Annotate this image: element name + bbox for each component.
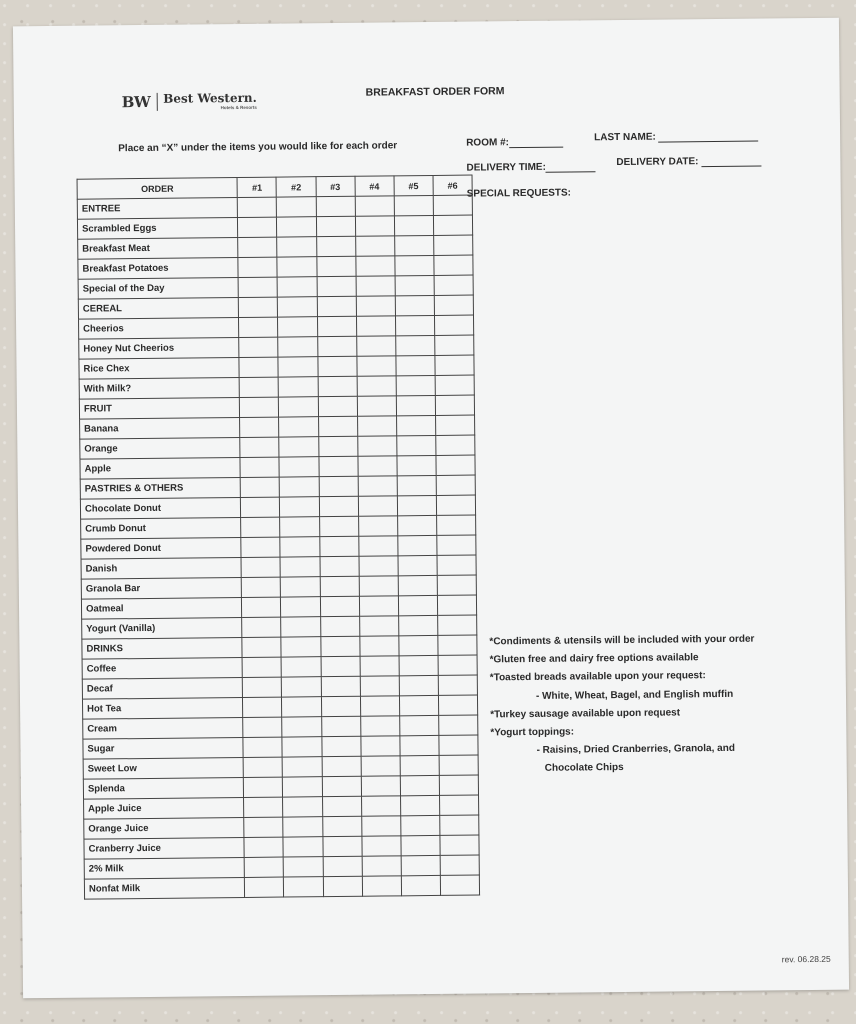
order-2-checkbox-cell[interactable]: [280, 497, 319, 517]
order-2-checkbox-cell[interactable]: [283, 777, 322, 797]
order-6-checkbox-cell[interactable]: [436, 495, 475, 515]
order-6-checkbox-cell[interactable]: [435, 395, 474, 415]
order-3-checkbox-cell[interactable]: [316, 216, 355, 236]
row-item-label: Scrambled Eggs: [77, 218, 238, 240]
order-1-checkbox-cell[interactable]: [244, 837, 283, 857]
order-4-checkbox-cell[interactable]: [359, 576, 398, 596]
logo-mark: BW: [121, 93, 151, 112]
order-2-checkbox-cell[interactable]: [279, 377, 318, 397]
order-2-checkbox-cell[interactable]: [278, 357, 317, 377]
last-name-field[interactable]: [594, 131, 759, 144]
order-6-checkbox-cell[interactable]: [435, 335, 474, 355]
order-4-checkbox-cell[interactable]: [359, 596, 398, 616]
row-item-label: Cheerios: [79, 318, 240, 340]
row-item-label: 2% Milk: [84, 857, 245, 879]
delivery-time-line: [546, 161, 596, 173]
order-4-checkbox-cell[interactable]: [356, 336, 395, 356]
order-4-checkbox-cell[interactable]: [357, 396, 396, 416]
row-item-label: Yogurt (Vanilla): [82, 617, 243, 639]
order-1-checkbox-cell[interactable]: [240, 437, 279, 457]
order-2-checkbox-cell[interactable]: [284, 877, 323, 897]
logo-tagline: Hotels & Resorts: [220, 104, 257, 111]
order-1-checkbox-cell[interactable]: [238, 257, 277, 277]
order-4-checkbox-cell[interactable]: [356, 256, 395, 276]
order-3-checkbox-cell[interactable]: [322, 796, 361, 816]
special-requests-field[interactable]: [467, 188, 571, 200]
row-item-label: Special of the Day: [78, 278, 239, 300]
order-5-checkbox-cell[interactable]: [398, 615, 437, 635]
row-item-label: Hot Tea: [82, 697, 243, 719]
order-6-checkbox-cell[interactable]: [437, 595, 476, 615]
order-4-checkbox-cell[interactable]: [361, 776, 400, 796]
order-6-checkbox-cell[interactable]: [436, 455, 475, 475]
order-2-checkbox-cell[interactable]: [277, 217, 316, 237]
order-3-checkbox-cell[interactable]: [316, 196, 355, 216]
order-3-checkbox-cell[interactable]: [320, 616, 359, 636]
order-5-checkbox-cell[interactable]: [400, 775, 439, 795]
order-5-checkbox-cell[interactable]: [395, 315, 434, 335]
order-4-checkbox-cell[interactable]: [361, 796, 400, 816]
order-4-checkbox-cell[interactable]: [359, 616, 398, 636]
order-4-checkbox-cell[interactable]: [355, 216, 394, 236]
order-1-checkbox-cell[interactable]: [245, 877, 284, 897]
order-1-checkbox-cell[interactable]: [238, 197, 277, 217]
order-3-checkbox-cell[interactable]: [320, 596, 359, 616]
order-6-checkbox-cell[interactable]: [439, 775, 478, 795]
order-3-checkbox-cell[interactable]: [320, 556, 359, 576]
order-5-checkbox-cell[interactable]: [397, 455, 436, 475]
order-5-checkbox-cell[interactable]: [400, 735, 439, 755]
order-5-checkbox-cell[interactable]: [400, 795, 439, 815]
order-6-checkbox-cell[interactable]: [434, 315, 473, 335]
order-3-checkbox-cell[interactable]: [319, 536, 358, 556]
row-item-label: Sweet Low: [83, 757, 244, 779]
order-2-checkbox-cell[interactable]: [282, 677, 321, 697]
order-6-checkbox-cell[interactable]: [438, 695, 477, 715]
row-item-label: Sugar: [83, 737, 244, 759]
order-6-checkbox-cell[interactable]: [437, 555, 476, 575]
order-2-checkbox-cell[interactable]: [282, 717, 321, 737]
order-5-checkbox-cell[interactable]: [397, 435, 436, 455]
row-item-label: Rice Chex: [79, 357, 240, 379]
order-2-checkbox-cell[interactable]: [281, 617, 320, 637]
order-3-checkbox-cell[interactable]: [321, 676, 360, 696]
order-1-checkbox-cell[interactable]: [241, 497, 280, 517]
order-2-checkbox-cell[interactable]: [278, 297, 317, 317]
row-item-label: DRINKS: [82, 637, 243, 659]
order-5-checkbox-cell[interactable]: [400, 755, 439, 775]
order-6-checkbox-cell[interactable]: [434, 295, 473, 315]
delivery-time-field[interactable]: [466, 161, 596, 173]
order-4-checkbox-cell[interactable]: [360, 656, 399, 676]
order-5-checkbox-cell[interactable]: [401, 855, 440, 875]
order-4-checkbox-cell[interactable]: [358, 496, 397, 516]
order-4-checkbox-cell[interactable]: [356, 316, 395, 336]
order-6-checkbox-cell[interactable]: [434, 235, 473, 255]
order-6-checkbox-cell[interactable]: [439, 755, 478, 775]
form-title: BREAKFAST ORDER FORM: [365, 85, 505, 99]
order-1-checkbox-cell[interactable]: [242, 597, 281, 617]
order-6-checkbox-cell[interactable]: [438, 635, 477, 655]
row-item-label: PASTRIES & OTHERS: [80, 477, 241, 499]
order-2-checkbox-cell[interactable]: [277, 257, 316, 277]
order-table: [77, 175, 481, 900]
row-item-label: Chocolate Donut: [80, 497, 241, 519]
order-4-checkbox-cell[interactable]: [356, 276, 395, 296]
order-3-checkbox-cell[interactable]: [316, 236, 355, 256]
order-2-checkbox-cell[interactable]: [282, 737, 321, 757]
order-5-checkbox-cell[interactable]: [394, 235, 433, 255]
order-3-checkbox-cell[interactable]: [322, 816, 361, 836]
logo-text: [163, 92, 257, 111]
order-2-checkbox-cell[interactable]: [279, 397, 318, 417]
order-5-checkbox-cell[interactable]: [395, 255, 434, 275]
order-4-checkbox-cell[interactable]: [360, 636, 399, 656]
row-item-label: FRUIT: [79, 397, 240, 419]
revision-date: rev. 06.28.25: [781, 953, 831, 965]
order-5-checkbox-cell[interactable]: [396, 355, 435, 375]
order-1-checkbox-cell[interactable]: [239, 337, 278, 357]
order-1-checkbox-cell[interactable]: [238, 217, 277, 237]
order-1-checkbox-cell[interactable]: [243, 677, 282, 697]
order-3-checkbox-cell[interactable]: [323, 876, 362, 896]
order-3-checkbox-cell[interactable]: [321, 716, 360, 736]
order-4-checkbox-cell[interactable]: [356, 296, 395, 316]
note-yogurt-toppings: *Yogurt toppings:: [490, 726, 575, 739]
delivery-date-line: [701, 156, 761, 168]
order-5-checkbox-cell[interactable]: [398, 595, 437, 615]
order-2-checkbox-cell[interactable]: [278, 317, 317, 337]
note-toasted-breads: *Toasted breads available upon your request:: [489, 670, 706, 684]
order-2-checkbox-cell[interactable]: [278, 337, 317, 357]
row-item-label: Decaf: [82, 677, 243, 699]
note-condiments: *Condiments & utensils will be included with your order: [489, 633, 755, 648]
row-item-label: Apple Juice: [84, 797, 245, 819]
order-1-checkbox-cell[interactable]: [240, 417, 279, 437]
order-3-checkbox-cell[interactable]: [318, 376, 357, 396]
header-order-2: #2: [277, 177, 316, 197]
order-6-checkbox-cell[interactable]: [435, 375, 474, 395]
order-4-checkbox-cell[interactable]: [357, 356, 396, 376]
order-1-checkbox-cell[interactable]: [242, 617, 281, 637]
row-item-label: Powdered Donut: [81, 537, 242, 559]
order-3-checkbox-cell[interactable]: [318, 416, 357, 436]
order-2-checkbox-cell[interactable]: [280, 557, 319, 577]
order-3-checkbox-cell[interactable]: [317, 316, 356, 336]
order-6-checkbox-cell[interactable]: [439, 735, 478, 755]
order-5-checkbox-cell[interactable]: [397, 515, 436, 535]
order-3-checkbox-cell[interactable]: [318, 396, 357, 416]
delivery-date-field[interactable]: [616, 156, 761, 169]
order-6-checkbox-cell[interactable]: [440, 835, 479, 855]
order-5-checkbox-cell[interactable]: [396, 375, 435, 395]
order-1-checkbox-cell[interactable]: [244, 777, 283, 797]
order-3-checkbox-cell[interactable]: [323, 856, 362, 876]
order-5-checkbox-cell[interactable]: [394, 215, 433, 235]
header-order-3: #3: [316, 176, 355, 196]
order-1-checkbox-cell[interactable]: [243, 717, 282, 737]
order-1-checkbox-cell[interactable]: [239, 317, 278, 337]
order-6-checkbox-cell[interactable]: [438, 655, 477, 675]
row-item-label: ENTREE: [77, 198, 238, 220]
order-3-checkbox-cell[interactable]: [317, 296, 356, 316]
last-name-line: [659, 131, 759, 143]
order-2-checkbox-cell[interactable]: [281, 637, 320, 657]
order-2-checkbox-cell[interactable]: [280, 477, 319, 497]
order-3-checkbox-cell[interactable]: [317, 336, 356, 356]
row-item-label: Orange Juice: [84, 817, 245, 839]
order-1-checkbox-cell[interactable]: [240, 377, 279, 397]
order-2-checkbox-cell[interactable]: [281, 577, 320, 597]
table-row: [84, 875, 479, 899]
order-1-checkbox-cell[interactable]: [243, 737, 282, 757]
order-3-checkbox-cell[interactable]: [317, 356, 356, 376]
order-1-checkbox-cell[interactable]: [244, 817, 283, 837]
order-3-checkbox-cell[interactable]: [317, 276, 356, 296]
order-1-checkbox-cell[interactable]: [244, 797, 283, 817]
order-2-checkbox-cell[interactable]: [280, 537, 319, 557]
order-6-checkbox-cell[interactable]: [436, 475, 475, 495]
order-4-checkbox-cell[interactable]: [361, 736, 400, 756]
order-1-checkbox-cell[interactable]: [241, 537, 280, 557]
special-requests-label: SPECIAL REQUESTS:: [466, 187, 572, 200]
row-item-label: Nonfat Milk: [84, 877, 245, 899]
order-3-checkbox-cell[interactable]: [320, 636, 359, 656]
row-item-label: Breakfast Potatoes: [78, 258, 239, 280]
order-4-checkbox-cell[interactable]: [361, 756, 400, 776]
order-5-checkbox-cell[interactable]: [399, 695, 438, 715]
order-3-checkbox-cell[interactable]: [319, 476, 358, 496]
order-4-checkbox-cell[interactable]: [357, 416, 396, 436]
order-5-checkbox-cell[interactable]: [400, 815, 439, 835]
row-item-label: Banana: [80, 417, 241, 439]
order-6-checkbox-cell[interactable]: [437, 575, 476, 595]
order-5-checkbox-cell[interactable]: [398, 575, 437, 595]
order-1-checkbox-cell[interactable]: [241, 557, 280, 577]
order-5-checkbox-cell[interactable]: [401, 875, 440, 895]
row-item-label: Honey Nut Cheerios: [79, 338, 240, 360]
header-order-5: #5: [394, 175, 433, 195]
order-1-checkbox-cell[interactable]: [240, 457, 279, 477]
last-name-label: LAST NAME:: [594, 131, 656, 144]
order-5-checkbox-cell[interactable]: [397, 475, 436, 495]
order-2-checkbox-cell[interactable]: [279, 457, 318, 477]
delivery-time-label: DELIVERY TIME:: [466, 161, 546, 174]
room-label: ROOM #:: [466, 137, 510, 149]
order-5-checkbox-cell[interactable]: [397, 495, 436, 515]
room-line: [509, 137, 563, 149]
order-2-checkbox-cell[interactable]: [279, 437, 318, 457]
order-form-sheet: [13, 18, 849, 999]
order-1-checkbox-cell[interactable]: [238, 237, 277, 257]
order-1-checkbox-cell[interactable]: [243, 757, 282, 777]
order-6-checkbox-cell[interactable]: [440, 815, 479, 835]
order-1-checkbox-cell[interactable]: [241, 477, 280, 497]
delivery-date-label: DELIVERY DATE:: [616, 156, 699, 169]
order-5-checkbox-cell[interactable]: [398, 555, 437, 575]
order-5-checkbox-cell[interactable]: [401, 835, 440, 855]
order-4-checkbox-cell[interactable]: [355, 236, 394, 256]
order-3-checkbox-cell[interactable]: [322, 776, 361, 796]
row-item-label: CEREAL: [78, 298, 239, 320]
order-3-checkbox-cell[interactable]: [319, 516, 358, 536]
row-item-label: Cream: [83, 717, 244, 739]
row-item-label: Danish: [81, 557, 242, 579]
order-6-checkbox-cell[interactable]: [433, 215, 472, 235]
order-3-checkbox-cell[interactable]: [321, 656, 360, 676]
header-order-4: #4: [355, 176, 394, 196]
order-6-checkbox-cell[interactable]: [436, 515, 475, 535]
order-6-checkbox-cell[interactable]: [433, 195, 472, 215]
order-4-checkbox-cell[interactable]: [357, 436, 396, 456]
order-2-checkbox-cell[interactable]: [283, 817, 322, 837]
order-1-checkbox-cell[interactable]: [239, 297, 278, 317]
order-1-checkbox-cell[interactable]: [245, 857, 284, 877]
row-item-label: Coffee: [82, 657, 243, 679]
order-5-checkbox-cell[interactable]: [399, 715, 438, 735]
logo-divider: [156, 93, 157, 111]
row-item-label: Granola Bar: [81, 577, 242, 599]
order-6-checkbox-cell[interactable]: [437, 535, 476, 555]
order-6-checkbox-cell[interactable]: [440, 875, 479, 895]
header-order: ORDER: [77, 178, 238, 200]
order-6-checkbox-cell[interactable]: [438, 675, 477, 695]
row-item-label: Splenda: [83, 777, 244, 799]
order-1-checkbox-cell[interactable]: [238, 277, 277, 297]
order-5-checkbox-cell[interactable]: [396, 415, 435, 435]
instruction-text: Place an “X” under the items you would like for each order: [118, 140, 398, 155]
order-6-checkbox-cell[interactable]: [434, 255, 473, 275]
header-order-6: #6: [433, 175, 472, 195]
header-order-1: #1: [237, 177, 276, 197]
order-4-checkbox-cell[interactable]: [358, 456, 397, 476]
order-4-checkbox-cell[interactable]: [360, 696, 399, 716]
row-item-label: Breakfast Meat: [78, 238, 239, 260]
order-4-checkbox-cell[interactable]: [362, 876, 401, 896]
order-3-checkbox-cell[interactable]: [323, 836, 362, 856]
order-3-checkbox-cell[interactable]: [318, 436, 357, 456]
order-4-checkbox-cell[interactable]: [355, 196, 394, 216]
row-item-label: Oatmeal: [81, 597, 242, 619]
row-item-label: With Milk?: [79, 377, 240, 399]
order-4-checkbox-cell[interactable]: [362, 836, 401, 856]
order-6-checkbox-cell[interactable]: [435, 415, 474, 435]
order-1-checkbox-cell[interactable]: [242, 637, 281, 657]
order-1-checkbox-cell[interactable]: [242, 657, 281, 677]
order-6-checkbox-cell[interactable]: [439, 795, 478, 815]
order-4-checkbox-cell[interactable]: [358, 476, 397, 496]
order-4-checkbox-cell[interactable]: [358, 516, 397, 536]
order-4-checkbox-cell[interactable]: [360, 716, 399, 736]
order-4-checkbox-cell[interactable]: [358, 536, 397, 556]
order-5-checkbox-cell[interactable]: [399, 655, 438, 675]
order-2-checkbox-cell[interactable]: [283, 797, 322, 817]
order-2-checkbox-cell[interactable]: [277, 237, 316, 257]
row-item-label: Orange: [80, 437, 241, 459]
order-3-checkbox-cell[interactable]: [320, 576, 359, 596]
row-item-label: Apple: [80, 457, 241, 479]
note-topping-options-cont: Chocolate Chips: [544, 762, 624, 775]
order-2-checkbox-cell[interactable]: [279, 417, 318, 437]
order-3-checkbox-cell[interactable]: [322, 756, 361, 776]
order-2-checkbox-cell[interactable]: [283, 837, 322, 857]
order-4-checkbox-cell[interactable]: [361, 816, 400, 836]
order-4-checkbox-cell[interactable]: [360, 676, 399, 696]
order-2-checkbox-cell[interactable]: [282, 697, 321, 717]
order-3-checkbox-cell[interactable]: [321, 696, 360, 716]
order-6-checkbox-cell[interactable]: [437, 615, 476, 635]
order-1-checkbox-cell[interactable]: [242, 577, 281, 597]
order-1-checkbox-cell[interactable]: [240, 397, 279, 417]
order-6-checkbox-cell[interactable]: [436, 435, 475, 455]
order-6-checkbox-cell[interactable]: [434, 275, 473, 295]
logo-brand: Best Western.: [163, 90, 257, 106]
order-4-checkbox-cell[interactable]: [359, 556, 398, 576]
order-2-checkbox-cell[interactable]: [282, 657, 321, 677]
order-3-checkbox-cell[interactable]: [319, 456, 358, 476]
order-5-checkbox-cell[interactable]: [395, 295, 434, 315]
order-5-checkbox-cell[interactable]: [396, 395, 435, 415]
order-2-checkbox-cell[interactable]: [280, 517, 319, 537]
note-turkey-sausage: *Turkey sausage available upon request: [490, 707, 681, 721]
order-6-checkbox-cell[interactable]: [439, 715, 478, 735]
order-3-checkbox-cell[interactable]: [321, 736, 360, 756]
room-number-field[interactable]: [466, 137, 563, 149]
order-6-checkbox-cell[interactable]: [440, 855, 479, 875]
order-3-checkbox-cell[interactable]: [316, 256, 355, 276]
row-item-label: Crumb Donut: [81, 517, 242, 539]
order-2-checkbox-cell[interactable]: [278, 277, 317, 297]
order-2-checkbox-cell[interactable]: [284, 857, 323, 877]
order-2-checkbox-cell[interactable]: [277, 197, 316, 217]
order-1-checkbox-cell[interactable]: [239, 357, 278, 377]
order-1-checkbox-cell[interactable]: [241, 517, 280, 537]
order-2-checkbox-cell[interactable]: [281, 597, 320, 617]
order-5-checkbox-cell[interactable]: [399, 675, 438, 695]
order-3-checkbox-cell[interactable]: [319, 496, 358, 516]
note-topping-options: - Raisins, Dried Cranberries, Granola, and: [536, 743, 735, 757]
row-item-label: Cranberry Juice: [84, 837, 245, 859]
order-5-checkbox-cell[interactable]: [395, 275, 434, 295]
order-5-checkbox-cell[interactable]: [394, 195, 433, 215]
order-5-checkbox-cell[interactable]: [399, 635, 438, 655]
order-5-checkbox-cell[interactable]: [398, 535, 437, 555]
order-4-checkbox-cell[interactable]: [357, 376, 396, 396]
order-notes: [489, 631, 756, 779]
order-6-checkbox-cell[interactable]: [435, 355, 474, 375]
note-gluten-free: *Gluten free and dairy free options available: [489, 652, 699, 666]
order-5-checkbox-cell[interactable]: [395, 335, 434, 355]
order-1-checkbox-cell[interactable]: [243, 697, 282, 717]
note-bread-options: - White, Wheat, Bagel, and English muffin: [535, 688, 734, 702]
order-2-checkbox-cell[interactable]: [283, 757, 322, 777]
order-4-checkbox-cell[interactable]: [362, 856, 401, 876]
best-western-logo: [122, 92, 257, 112]
